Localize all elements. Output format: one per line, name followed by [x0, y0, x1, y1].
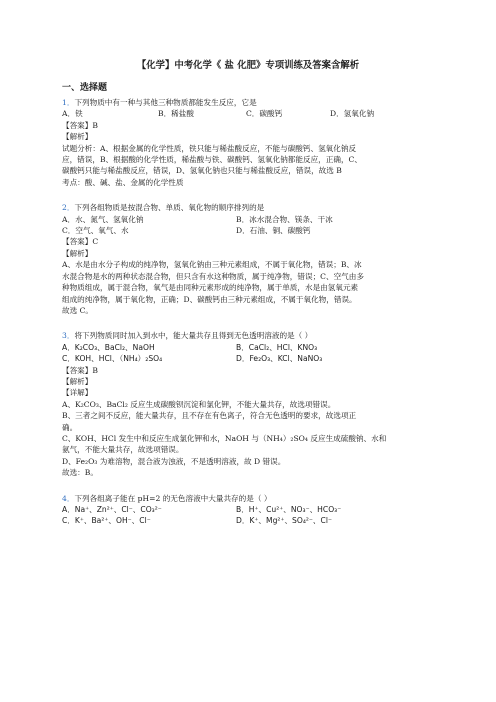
options	[62, 108, 438, 119]
explain-line: C、KOH、HCl 发生中和反应生成氯化钾和水，NaOH 与（NH₄）₂SO₄ 反应生成硫酸钠、水和	[62, 433, 387, 443]
question-stem: 将下列物质同时加入到水中，能大量共存且得到无色透明溶液的是（ ）	[74, 331, 313, 341]
question-stem: 下列物质中有一种与其他三种物质都能发生反应，它是	[74, 98, 257, 107]
explain-heading: 【解析】	[62, 132, 93, 142]
explain-line: 故选：B。	[62, 468, 98, 478]
option-a: A．K₂CO₃、BaCl₂、NaOH	[62, 342, 155, 352]
question-number: 1．	[62, 98, 75, 107]
question-list	[62, 97, 438, 527]
option-b: B．H⁺、Cu²⁺、NO₃⁻、HCO₃⁻	[236, 505, 342, 514]
option-b: B．稀盐酸	[158, 109, 194, 119]
options	[62, 342, 438, 353]
option-d: D．石油、铜、碳酸钙	[236, 226, 311, 236]
options	[62, 214, 438, 225]
question-number: 2．	[62, 203, 75, 213]
question-4	[62, 493, 438, 527]
option-d: D．K⁺、Mg²⁺、SO₄²⁻、Cl⁻	[236, 516, 332, 526]
answer: 【答案】B	[62, 120, 98, 130]
explain-line: 组成的纯净物，属于氧化物，正确；D、碳酸钙由三种元素组成，不属于氧化物，错误。	[62, 294, 357, 304]
option-c: C．KOH、HCl、（NH₄）₂SO₄	[62, 354, 163, 364]
question-stem: 下列各组物质是按混合物、单质、氧化物的顺序排列的是	[74, 203, 265, 213]
explain-line: 水混合物是水的两种状态混合物，但只含有水这种物质，属于纯净物，错误；C、空气由多	[62, 271, 364, 281]
explain-line: 氨气，不能大量共存，故选项错误。	[62, 445, 184, 455]
option-c: C．K⁺、Ba²⁺、OH⁻、Cl⁻	[62, 516, 151, 526]
answer: 【答案】B	[62, 365, 98, 375]
option-a: A．水、氮气、氢氧化钠	[62, 214, 144, 224]
options	[62, 225, 438, 236]
explain-line: 试题分析：A、根据金属的化学性质，铁只能与稀盐酸反应，不能与碳酸钙、氢氧化钠反	[62, 143, 357, 153]
question-2	[62, 202, 438, 316]
options	[62, 353, 438, 364]
explain-line: A、K₂CO₃、BaCl₂ 反应生成碳酸钡沉淀和氯化钾，不能大量共存，故选项错误。	[62, 399, 336, 409]
option-c: C．碳酸钙	[246, 109, 283, 119]
document-title: 【化学】中考化学《 盐 化肥》专项训练及答案含解析	[136, 60, 360, 71]
detail-heading: 【详解】	[62, 388, 93, 398]
option-a: A．Na⁺、Zn²⁺、Cl⁻、CO₃²⁻	[62, 505, 162, 514]
question-1	[62, 97, 438, 188]
explain-line: B、三者之间不反应，能大量共存，且不存在有色离子，符合无色透明的要求，故选项正	[62, 411, 357, 421]
option-b: B．CaCl₂、HCl、KNO₃	[236, 342, 318, 352]
explain-heading: 【解析】	[62, 248, 93, 258]
explain-line: A、水是由水分子构成的纯净物，氢氧化钠由三种元素组成，不属于氧化物，错误；B、冰	[62, 260, 362, 270]
explain-line: 种物质组成，属于混合物，氧气是由同种元素形成的纯净物，属于单质，水是由氢氧元素	[62, 283, 359, 293]
question-number: 3．	[62, 331, 75, 341]
options	[62, 504, 438, 515]
option-c: C．空气、氧气、水	[62, 226, 129, 236]
answer: 【答案】C	[62, 237, 99, 247]
explain-heading: 【解析】	[62, 376, 93, 386]
section-heading: 一、选择题	[62, 83, 108, 93]
question-number: 4．	[62, 493, 75, 503]
explain-line: 应，错误，B、根据酸的化学性质，稀盐酸与铁、碳酸钙、氢氧化钠都能反应，正确，C、	[62, 155, 362, 165]
option-d: D．氢氧化钠	[330, 109, 375, 119]
option-d: D．Fe₂O₃、KCl、NaNO₃	[236, 354, 323, 364]
explain-line: D、Fe₂O₃ 为难溶物，混合液为浊液，不是透明溶液，故 D 错误。	[62, 456, 286, 466]
explain-line: 碳酸钙只能与稀盐酸反应，错误，D、氢氧化钠也只能与稀盐酸反应，错误，故选 B	[62, 166, 342, 176]
explain-line: 故选 C。	[62, 305, 94, 315]
explain-line: 确。	[62, 422, 78, 432]
options	[62, 515, 438, 526]
question-stem: 下列各组离子能在 pH=2 的无色溶液中大量共存的是（ ）	[74, 493, 272, 503]
explain-line: 考点：酸、碱、盐、金属的化学性质	[62, 177, 184, 187]
question-3	[62, 330, 438, 478]
option-b: B．冰水混合物、镁条、干冰	[236, 214, 333, 224]
option-a: A．铁	[62, 109, 83, 119]
